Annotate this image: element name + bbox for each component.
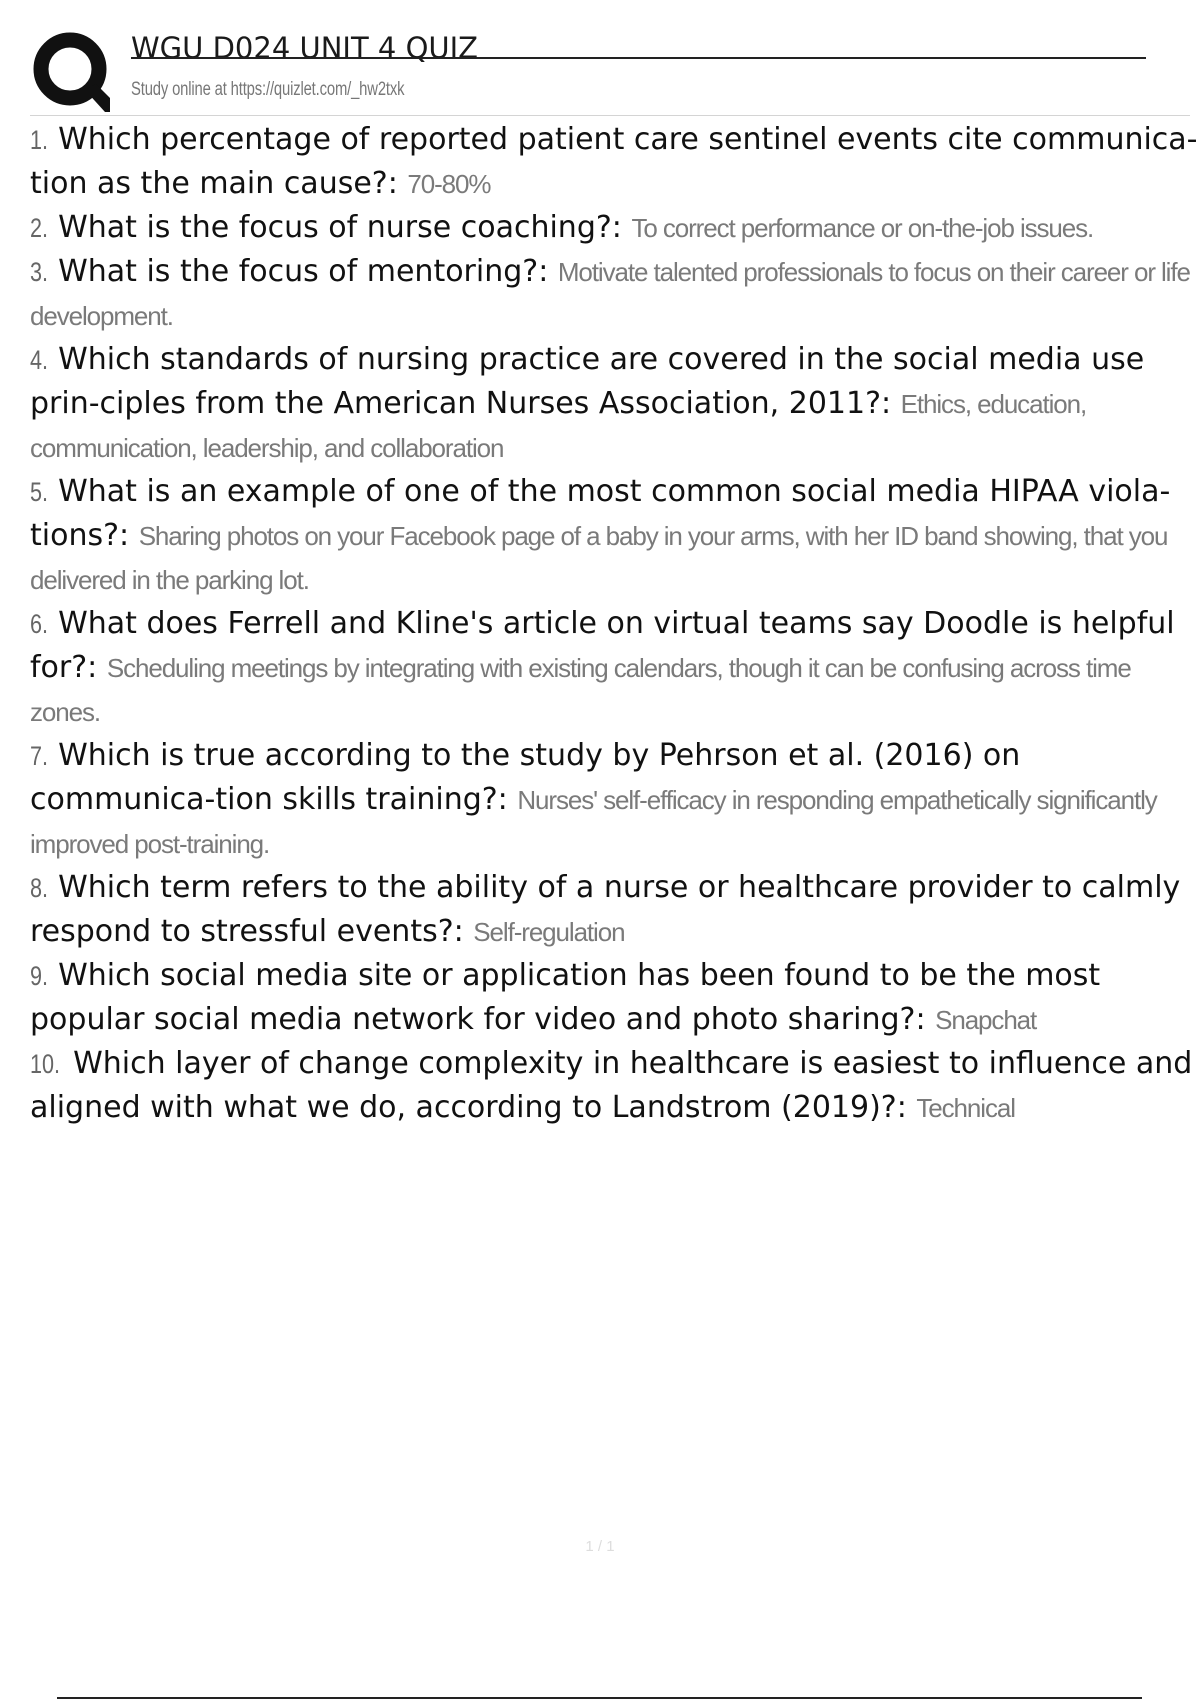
item-number: 2.	[30, 213, 49, 243]
quizlet-logo-icon	[33, 32, 115, 114]
quiz-item	[30, 250, 1200, 338]
quiz-item	[30, 602, 1200, 734]
document-header	[30, 30, 1140, 116]
item-answer: Motivate talented professionals to focus on their career or life development.	[30, 257, 1190, 331]
item-number: 7.	[30, 741, 49, 771]
item-answer: Self-regulation	[473, 917, 625, 947]
item-answer: 70-80%	[407, 169, 491, 199]
page-number: 1 / 1	[585, 1538, 615, 1555]
item-answer: Ethics, education, communication, leadership, and collaboration	[30, 389, 1087, 463]
item-number: 4.	[30, 345, 49, 375]
quiz-item	[30, 118, 1200, 206]
title-strike-rule	[131, 57, 1146, 59]
item-question: What is the focus of nurse coaching?:	[58, 210, 622, 245]
item-question: What is the focus of mentoring?:	[58, 254, 549, 289]
item-question: Which social media site or application has been found to be the most popular social media network for video and photo sharing?:	[30, 958, 1101, 1037]
item-question: Which is true according to the study by Pehrson et al. (2016) on communica-tion skills training?:	[30, 738, 1021, 817]
item-number: 3.	[30, 257, 49, 287]
item-answer: Snapchat	[935, 1005, 1037, 1035]
item-question: What does Ferrell and Kline's article on virtual teams say Doodle is helpful for?:	[30, 606, 1175, 685]
quiz-list	[30, 118, 1200, 1130]
quiz-item	[30, 470, 1200, 602]
item-answer: To correct performance or on-the-job issues.	[631, 213, 1094, 243]
study-online-link[interactable]: Study online at https://quizlet.com/_hw2txk	[131, 79, 405, 100]
item-number: 9.	[30, 961, 49, 991]
document-title: WGU D024 UNIT 4 QUIZ	[131, 31, 479, 65]
quiz-item	[30, 866, 1200, 954]
quiz-item	[30, 338, 1200, 470]
item-number: 1.	[30, 125, 49, 155]
quiz-item	[30, 1042, 1200, 1130]
item-answer: Technical	[916, 1093, 1015, 1123]
item-answer: Nurses' self-efficacy in responding empathetically significantly improved post-training.	[30, 785, 1157, 859]
item-answer: Scheduling meetings by integrating with existing calendars, though it can be confusing across time zones.	[30, 653, 1131, 727]
item-number: 6.	[30, 609, 49, 639]
item-question: What is an example of one of the most common social media HIPAA viola-tions?:	[30, 474, 1171, 553]
quiz-item	[30, 954, 1200, 1042]
item-question: Which layer of change complexity in healthcare is easiest to influence and aligned with what we do, according to Landstrom (2019)?:	[30, 1046, 1193, 1125]
item-number: 5.	[30, 477, 49, 507]
quiz-item	[30, 734, 1200, 866]
quiz-item	[30, 206, 1200, 250]
item-question: Which percentage of reported patient care sentinel events cite communica-tion as the main cause?:	[30, 122, 1198, 201]
item-number: 8.	[30, 873, 49, 903]
item-answer: Sharing photos on your Facebook page of a baby in your arms, with her ID band showing, that you delivered in the parking lot.	[30, 521, 1168, 595]
item-number: 10.	[30, 1049, 61, 1079]
header-divider	[30, 115, 1190, 116]
item-question: Which term refers to the ability of a nurse or healthcare provider to calmly respond to stressful events?:	[30, 870, 1181, 949]
footer-divider	[57, 1697, 1142, 1699]
item-question: Which standards of nursing practice are covered in the social media use prin-ciples from the American Nurses Association, 2011?:	[30, 342, 1145, 421]
